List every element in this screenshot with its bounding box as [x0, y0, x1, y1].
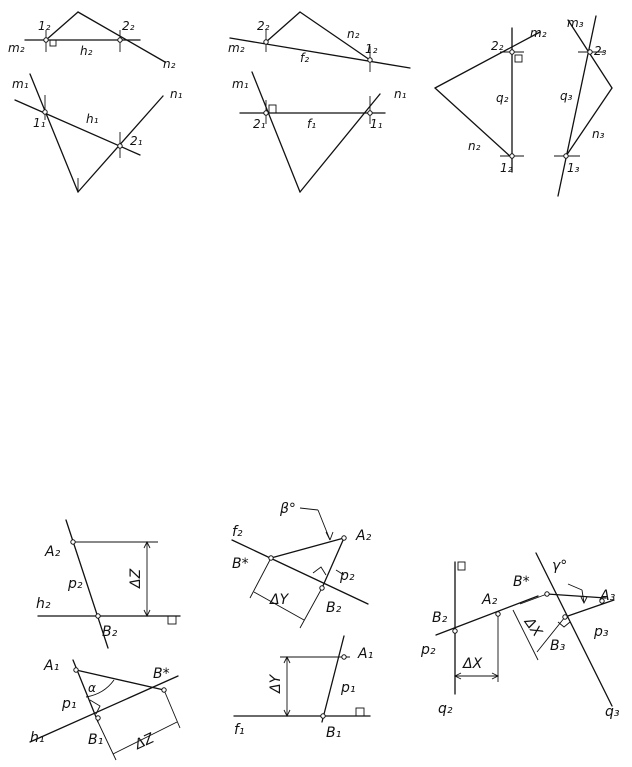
- point-Bstar: [545, 592, 549, 596]
- label-2-2: 2₂: [257, 19, 270, 33]
- line-n2: [300, 12, 370, 60]
- right-angle-mark: [356, 708, 364, 716]
- label-m2: m₂: [8, 41, 25, 55]
- point-1-1: [43, 110, 47, 114]
- label-f1: f₁: [234, 722, 245, 738]
- point-2-2: [118, 38, 122, 42]
- label-dZ-bottom: ΔZ: [132, 730, 157, 754]
- label-n2: n₂: [468, 139, 481, 153]
- right-angle-mark: [168, 616, 176, 624]
- line-m2-upper: [46, 12, 78, 40]
- right-angle-mark: [458, 562, 465, 570]
- point-B2: [453, 629, 457, 633]
- line-n1: [300, 94, 380, 192]
- label-m3: m₃: [567, 16, 584, 30]
- label-A3: A₃: [600, 588, 616, 604]
- figure-frontal-construction: [228, 12, 410, 192]
- label-B1: B₁: [326, 725, 342, 741]
- label-n1: n₁: [394, 87, 407, 101]
- point-1-1: [368, 111, 372, 115]
- line-m2-upper: [266, 12, 300, 42]
- label-h2: h₂: [36, 596, 51, 612]
- line-n3: [566, 88, 612, 156]
- right-angle-mark: [313, 567, 326, 575]
- label-2-3: 2₃: [594, 44, 607, 58]
- label-A1: A₁: [358, 646, 374, 662]
- point-2-2: [264, 40, 268, 44]
- label-2-2: 2₂: [491, 39, 504, 53]
- line-m2: [435, 32, 540, 88]
- label-p2: p₂: [421, 642, 436, 658]
- label-1-1: 1₁: [33, 116, 46, 130]
- label-dX: ΔX: [520, 614, 545, 640]
- point-2-2: [510, 50, 514, 54]
- label-beta: β°: [280, 501, 296, 517]
- label-Bstar: B*: [232, 556, 249, 572]
- label-m1: m₁: [232, 77, 249, 91]
- label-h2: h₂: [80, 44, 93, 58]
- line-true-length: [547, 594, 606, 598]
- figure-horizontal-construction: [8, 12, 183, 192]
- label-p2: p₂: [68, 576, 83, 592]
- line-true-length: [271, 538, 344, 558]
- label-n1: n₁: [170, 87, 183, 101]
- point-A1: [74, 668, 78, 672]
- point-2-1: [118, 144, 122, 148]
- point-Bstar: [162, 688, 166, 692]
- label-q2: q₂: [438, 701, 453, 717]
- label-A2: A₂: [356, 528, 372, 544]
- label-q3: q₃: [605, 704, 620, 720]
- label-p1: p₁: [62, 696, 77, 712]
- figure-angle-alpha: [30, 520, 180, 760]
- label-dY-left: ΔY: [268, 674, 284, 693]
- label-A2: A₂: [482, 592, 498, 608]
- label-B2: B₂: [102, 624, 118, 640]
- right-angle-mark: [558, 622, 570, 627]
- label-p2: p₂: [340, 568, 355, 584]
- right-angle-mark: [50, 40, 56, 46]
- label-n2: n₂: [347, 27, 360, 41]
- label-1-2: 1₂: [500, 161, 513, 175]
- line-m1: [252, 72, 300, 192]
- point-1-2: [368, 58, 372, 62]
- label-B2: B₂: [326, 600, 342, 616]
- label-1-1: 1₁: [370, 117, 383, 131]
- label-A1: A₁: [44, 658, 60, 674]
- point-Bstar: [269, 556, 273, 560]
- right-angle-mark: [515, 55, 522, 62]
- label-q2: q₂: [496, 91, 509, 105]
- label-dZ: ΔZ: [128, 568, 144, 588]
- label-m2: m₂: [228, 41, 245, 55]
- figure-profile-construction: [435, 16, 612, 196]
- label-m2: m₂: [530, 26, 547, 40]
- label-p3: p₃: [594, 624, 609, 640]
- label-q3: q₃: [560, 89, 573, 103]
- label-1-3: 1₃: [567, 161, 580, 175]
- point-1-2: [44, 38, 48, 42]
- point-2-3: [588, 50, 592, 54]
- label-gamma: γ°: [552, 558, 568, 574]
- label-1-2: 1₂: [365, 42, 378, 56]
- point-A2: [342, 536, 346, 540]
- label-f2: f₂: [232, 524, 243, 540]
- label-alpha: α: [88, 681, 96, 695]
- point-B2: [96, 614, 100, 618]
- point-2-1: [264, 111, 268, 115]
- label-f2: f₂: [300, 51, 310, 65]
- figure-angle-beta: [232, 501, 373, 741]
- label-h1: h₁: [86, 112, 99, 126]
- point-1-3: [564, 154, 568, 158]
- figure-angle-gamma: [420, 553, 620, 720]
- label-dY: ΔY: [270, 592, 289, 608]
- label-B2: B₂: [432, 610, 448, 626]
- label-B1: B₁: [88, 732, 104, 748]
- label-n3: n₃: [592, 127, 605, 141]
- point-B2: [320, 586, 324, 590]
- label-p1: p₁: [341, 680, 356, 696]
- point-B1: [321, 714, 325, 718]
- line-m1: [30, 74, 78, 192]
- point-1-2: [510, 154, 514, 158]
- point-A1: [342, 655, 346, 659]
- label-f1: f₁: [307, 117, 317, 131]
- label-2-1: 2₁: [130, 134, 143, 148]
- label-Bstar: B*: [153, 666, 170, 682]
- point-A2: [71, 540, 75, 544]
- label-B3: B₃: [550, 638, 566, 654]
- label-h1: h₁: [30, 730, 45, 746]
- label-Bstar: B*: [513, 574, 530, 590]
- label-m1: m₁: [12, 77, 29, 91]
- label-1-2: 1₂: [38, 19, 51, 33]
- point-B1: [96, 716, 100, 720]
- right-angle-mark: [269, 105, 276, 113]
- point-A2: [496, 612, 500, 616]
- point-B3: [563, 615, 567, 619]
- label-n2: n₂: [163, 57, 176, 71]
- line-p1: [322, 636, 344, 722]
- label-dX-bottom: ΔX: [463, 656, 483, 672]
- label-2-1: 2₁: [253, 117, 266, 131]
- label-2-2: 2₂: [122, 19, 135, 33]
- line-f2: [230, 38, 410, 68]
- label-A2: A₂: [45, 544, 61, 560]
